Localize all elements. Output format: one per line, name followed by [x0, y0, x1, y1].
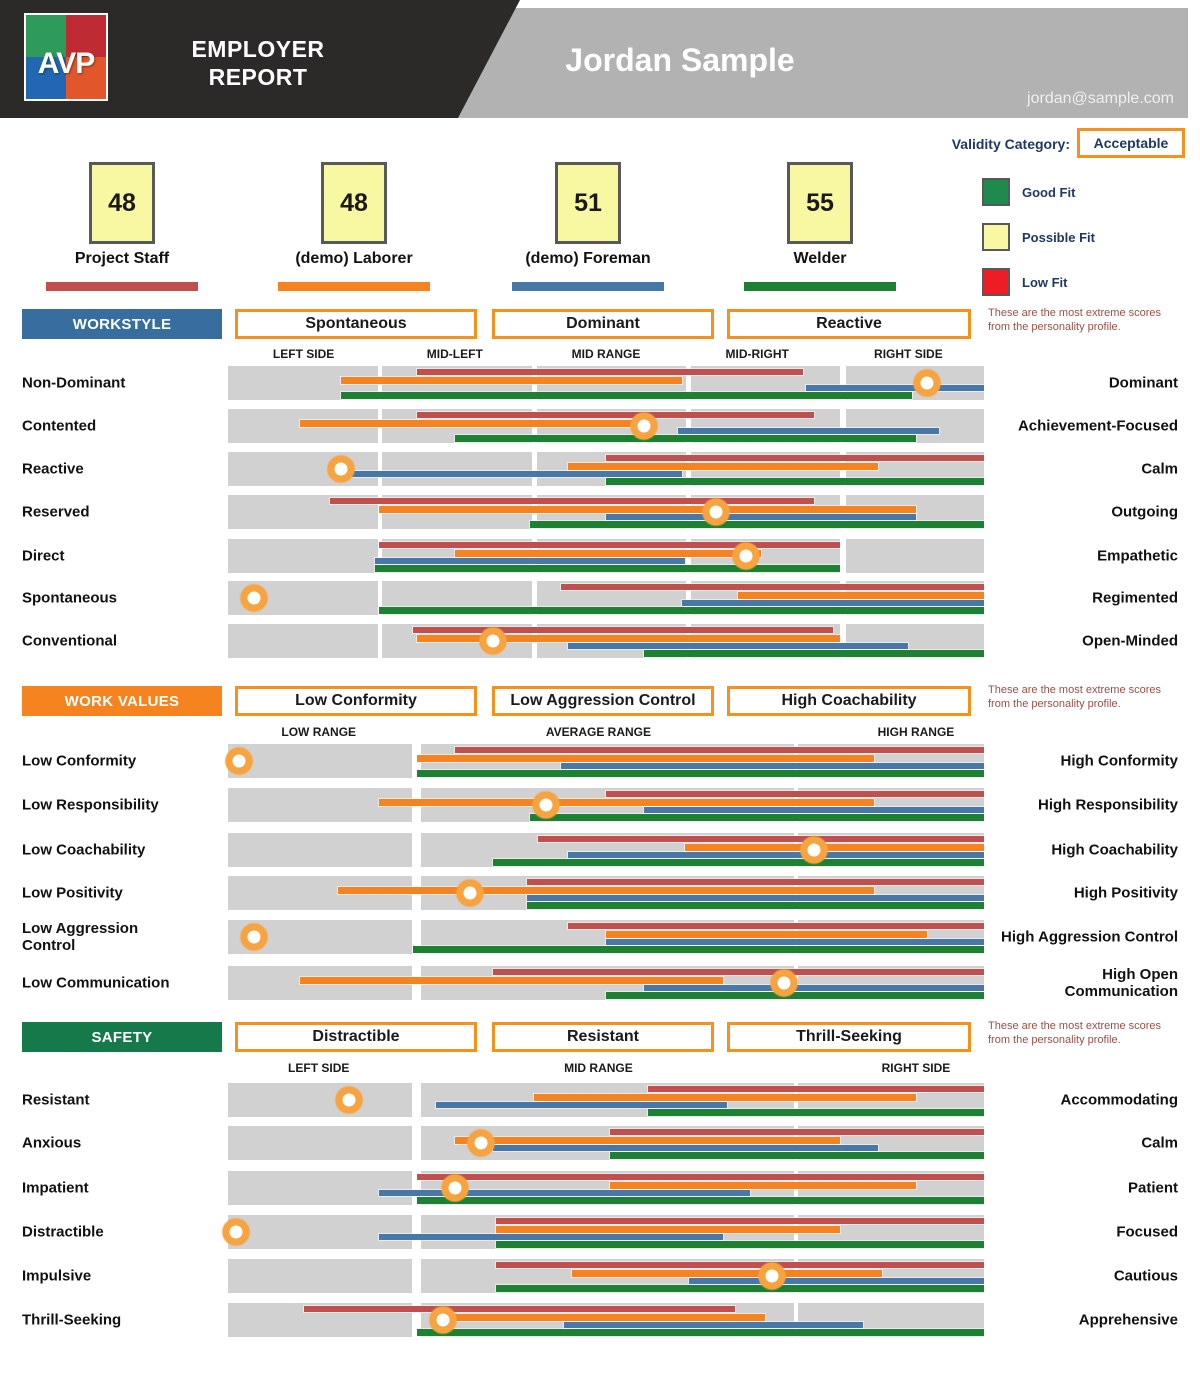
job-range-bar-green: [644, 650, 984, 657]
extreme-score-box: Resistant: [492, 1022, 714, 1052]
candidate-score-marker: [770, 970, 797, 997]
trait-row: [0, 920, 1200, 954]
validity-category-label: Validity Category:: [951, 136, 1070, 152]
job-range-bar-green: [606, 992, 984, 999]
range-column-header: HIGH RANGE: [877, 725, 955, 739]
job-range-bar-red: [527, 879, 984, 885]
job-range-bar-orange: [455, 550, 761, 557]
score-track: [228, 581, 984, 615]
job-range-bar-blue: [689, 1278, 984, 1284]
legend-item-possible-fit: [982, 223, 1095, 251]
job-range-bar-orange: [379, 799, 874, 806]
job-range-bar-red: [568, 923, 984, 929]
score-track: [228, 1259, 984, 1293]
job-range-bar-red: [610, 1129, 984, 1135]
job-range-bar-blue: [678, 428, 939, 434]
job-range-bar-red: [496, 1218, 984, 1224]
extreme-score-box: Thrill-Seeking: [727, 1022, 971, 1052]
job-range-bar-blue: [379, 1234, 723, 1240]
candidate-score-marker: [532, 792, 559, 819]
job-range-bar-blue: [568, 643, 908, 649]
job-range-bar-green: [530, 521, 984, 528]
job-range-bar-red: [606, 791, 984, 797]
job-range-bar-red: [455, 747, 984, 753]
trait-label-right: Regimented: [1092, 589, 1178, 607]
candidate-email: jordan@sample.com: [1027, 90, 1174, 107]
trait-label-right: High Positivity: [1073, 884, 1178, 902]
job-range-bar-orange: [606, 931, 927, 938]
trait-row: [0, 452, 1200, 486]
job-color-underline: [46, 282, 198, 291]
trait-label-right: Achievement-Focused: [1017, 417, 1178, 435]
range-column-header: AVERAGE RANGE: [545, 725, 651, 739]
trait-label-left: Resistant: [22, 1091, 90, 1109]
track-segment: [228, 1171, 412, 1205]
trait-label-right: Accommodating: [1060, 1091, 1178, 1109]
extreme-score-box: Low Aggression Control: [492, 686, 714, 716]
job-color-underline: [278, 282, 430, 291]
section-title-workstyle: WORKSTYLE: [22, 309, 222, 339]
job-range-bar-orange: [455, 1137, 841, 1144]
job-score-box: 55: [787, 162, 853, 244]
range-column-header: RIGHT SIDE: [881, 1061, 951, 1075]
track-segment: [228, 1215, 412, 1249]
job-range-bar-orange: [568, 463, 878, 470]
trait-label-left: Direct: [22, 547, 65, 565]
job-range-bar-green: [530, 814, 984, 821]
job-range-bar-green: [417, 770, 984, 777]
job-range-bar-green: [496, 1241, 984, 1248]
trait-label-left: Low Coachability: [22, 841, 146, 859]
extreme-score-box: Reactive: [727, 309, 971, 339]
score-track: [228, 495, 984, 529]
job-range-bar-orange: [300, 420, 644, 427]
possible-fit-swatch: [982, 223, 1010, 251]
trait-label-left: Contented: [22, 417, 97, 435]
job-range-bar-blue: [568, 852, 984, 858]
legend-label: Possible Fit: [1022, 229, 1095, 245]
trait-label-left: Low Conformity: [22, 752, 137, 770]
trait-label-right: Dominant: [1108, 374, 1178, 392]
legend-item-good-fit: [982, 178, 1095, 206]
range-column-header: MID RANGE: [564, 1061, 633, 1075]
trait-label-left: Low Positivity: [22, 884, 123, 902]
trait-label-left: Impatient: [22, 1179, 89, 1197]
job-range-bar-orange: [534, 1094, 916, 1101]
trait-row: [0, 366, 1200, 400]
job-range-bar-orange: [341, 377, 681, 384]
job-range-bar-blue: [564, 1322, 863, 1328]
range-column-header: MID-RIGHT: [725, 347, 789, 361]
trait-label-right: High Conformity: [1060, 752, 1178, 770]
job-range-bar-blue: [375, 558, 685, 564]
job-range-bar-blue: [379, 1190, 749, 1196]
job-range-bar-orange: [338, 887, 875, 894]
trait-label-right: High Responsibility: [1037, 796, 1178, 814]
candidate-score-marker: [479, 628, 506, 655]
trait-row: [0, 1083, 1200, 1117]
job-range-bar-green: [496, 1285, 984, 1292]
trait-label-left: Anxious: [22, 1134, 82, 1152]
trait-label-right: Focused: [1116, 1223, 1178, 1241]
low-fit-swatch: [982, 268, 1010, 296]
trait-label-right: Apprehensive: [1078, 1311, 1178, 1329]
legend-label: Good Fit: [1022, 184, 1076, 200]
job-range-bar-orange: [300, 977, 723, 984]
job-range-bar-blue: [527, 895, 984, 901]
trait-row: [0, 1215, 1200, 1249]
track-segment: [228, 624, 378, 658]
fit-legend: [982, 178, 1095, 313]
track-segment: [228, 452, 378, 486]
job-range-bar-green: [341, 392, 912, 399]
trait-label-left: Distractible: [22, 1223, 104, 1241]
job-range-bar-orange: [685, 844, 984, 851]
job-range-bar-blue: [644, 985, 984, 991]
job-range-bar-green: [648, 1109, 984, 1116]
trait-label-left: Thrill-Seeking: [22, 1311, 122, 1329]
trait-row: [0, 744, 1200, 778]
job-range-bar-orange: [610, 1182, 916, 1189]
job-name: (demo) Laborer: [295, 250, 413, 267]
candidate-score-marker: [702, 499, 729, 526]
trait-row: [0, 1126, 1200, 1160]
job-range-bar-green: [375, 565, 840, 572]
candidate-score-marker: [226, 748, 253, 775]
trait-label-right: Calm: [1141, 1134, 1178, 1152]
trait-row: [0, 539, 1200, 573]
track-segment: [228, 744, 412, 778]
score-track: [228, 539, 984, 573]
score-track: [228, 1083, 984, 1117]
trait-row: [0, 1259, 1200, 1293]
track-segment: [228, 833, 412, 867]
trait-row: [0, 833, 1200, 867]
section-note: These are the most extreme scores from the personality profile.: [988, 684, 1162, 711]
trait-label-right: High Coachability: [1051, 841, 1178, 859]
job-range-bar-red: [330, 498, 814, 504]
logo-text: AVP: [37, 46, 95, 80]
job-range-bar-green: [527, 902, 984, 909]
candidate-score-marker: [759, 1263, 786, 1290]
job-range-bar-red: [413, 627, 833, 633]
job-range-bar-blue: [606, 939, 984, 945]
section-note: These are the most extreme scores from the personality profile.: [988, 307, 1162, 334]
job-range-bar-blue: [682, 600, 984, 606]
extreme-score-box: Spontaneous: [235, 309, 477, 339]
good-fit-swatch: [982, 178, 1010, 206]
score-track: [228, 1215, 984, 1249]
trait-row: [0, 1171, 1200, 1205]
trait-row: [0, 1303, 1200, 1337]
score-track: [228, 1171, 984, 1205]
job-range-bar-green: [379, 607, 984, 614]
job-range-bar-blue: [493, 1145, 879, 1151]
job-range-bar-green: [606, 478, 984, 485]
job-range-bar-blue: [345, 471, 681, 477]
job-range-bar-green: [417, 1329, 984, 1336]
candidate-score-marker: [335, 1087, 362, 1114]
job-range-bar-orange: [417, 755, 874, 762]
range-column-header: MID-LEFT: [426, 347, 483, 361]
trait-label-right: Outgoing: [1111, 503, 1178, 521]
job-range-bar-green: [610, 1152, 984, 1159]
score-track: [228, 452, 984, 486]
trait-label-left: Impulsive: [22, 1267, 92, 1285]
job-range-bar-orange: [443, 1314, 764, 1321]
trait-label-left: Non-Dominant: [22, 374, 126, 392]
job-range-bar-red: [493, 969, 984, 975]
range-column-header: LEFT SIDE: [288, 1061, 350, 1075]
trait-row: [0, 966, 1200, 1000]
job-range-bar-red: [648, 1086, 984, 1092]
job-range-bar-red: [417, 1174, 984, 1180]
score-track: [228, 966, 984, 1000]
job-score-box: 48: [89, 162, 155, 244]
job-name: Project Staff: [74, 250, 170, 267]
trait-label-right: Patient: [1127, 1179, 1178, 1197]
report-title: EMPLOYER REPORT: [191, 36, 325, 90]
candidate-score-marker: [732, 543, 759, 570]
score-track: [228, 1126, 984, 1160]
job-range-bar-red: [417, 412, 814, 418]
score-track: [228, 833, 984, 867]
candidate-score-marker: [441, 1175, 468, 1202]
candidate-score-marker: [222, 1219, 249, 1246]
job-range-bar-red: [561, 584, 984, 590]
extreme-score-box: High Coachability: [727, 686, 971, 716]
trait-row: [0, 624, 1200, 658]
job-range-bar-blue: [606, 514, 916, 520]
trait-row: [0, 409, 1200, 443]
candidate-name: Jordan Sample: [565, 42, 795, 78]
job-score-box: 51: [555, 162, 621, 244]
job-range-bar-red: [496, 1262, 984, 1268]
trait-label-left: Conventional: [22, 632, 118, 650]
score-track: [228, 876, 984, 910]
job-range-bar-red: [417, 369, 803, 375]
candidate-score-marker: [456, 880, 483, 907]
trait-row: [0, 581, 1200, 615]
section-title-safety: SAFETY: [22, 1022, 222, 1052]
candidate-score-marker: [430, 1307, 457, 1334]
score-track: [228, 409, 984, 443]
trait-label-left: Reserved: [22, 503, 90, 521]
candidate-score-marker: [468, 1130, 495, 1157]
trait-label-right: High Aggression Control: [1001, 928, 1178, 946]
score-track: [228, 366, 984, 400]
track-segment: [228, 1083, 412, 1117]
candidate-score-marker: [630, 413, 657, 440]
job-range-bar-red: [304, 1306, 735, 1312]
score-track: [228, 744, 984, 778]
trait-label-left: Low Communication: [22, 974, 170, 992]
score-track: [228, 1303, 984, 1337]
job-name: (demo) Foreman: [525, 250, 651, 267]
range-column-header: MID RANGE: [571, 347, 641, 361]
range-column-header: LEFT SIDE: [272, 347, 335, 361]
candidate-score-marker: [241, 585, 268, 612]
trait-label-left: Spontaneous: [22, 589, 118, 607]
track-segment: [382, 452, 532, 486]
job-range-bar-green: [417, 1197, 984, 1204]
job-range-bar-red: [606, 455, 984, 461]
job-range-bar-green: [413, 946, 984, 953]
job-range-bar-green: [493, 859, 984, 866]
trait-row: [0, 788, 1200, 822]
candidate-score-marker: [241, 924, 268, 951]
job-range-bar-orange: [379, 506, 916, 513]
validity-category-value: Acceptable: [1077, 128, 1185, 158]
legend-label: Low Fit: [1022, 274, 1068, 290]
score-track: [228, 920, 984, 954]
candidate-score-marker: [800, 837, 827, 864]
trait-label-right: High Open Communication: [1064, 965, 1178, 1000]
legend-item-low-fit: [982, 268, 1095, 296]
trait-label-right: Calm: [1141, 460, 1178, 478]
extreme-score-box: Low Conformity: [235, 686, 477, 716]
job-range-bar-green: [455, 435, 916, 442]
track-segment: [228, 539, 378, 573]
job-name: Welder: [793, 250, 847, 267]
job-color-underline: [744, 282, 896, 291]
extreme-score-box: Dominant: [492, 309, 714, 339]
candidate-score-marker: [328, 456, 355, 483]
job-range-bar-orange: [572, 1270, 882, 1277]
avp-logo: [24, 13, 108, 101]
job-range-bar-red: [379, 542, 840, 548]
trait-label-right: Empathetic: [1097, 547, 1178, 565]
trait-label-right: Open-Minded: [1082, 632, 1178, 650]
section-note: These are the most extreme scores from the personality profile.: [988, 1020, 1162, 1047]
trait-label-left: Low Responsibility: [22, 796, 159, 814]
track-segment: [228, 1126, 412, 1160]
range-column-header: LOW RANGE: [281, 725, 357, 739]
track-segment: [228, 1259, 412, 1293]
job-range-bar-blue: [806, 385, 984, 391]
job-range-bar-orange: [496, 1226, 840, 1233]
score-track: [228, 788, 984, 822]
trait-row: [0, 876, 1200, 910]
trait-label-left: Low Aggression Control: [22, 919, 139, 954]
job-range-bar-blue: [644, 807, 984, 813]
extreme-score-box: Distractible: [235, 1022, 477, 1052]
job-range-bar-blue: [561, 763, 984, 769]
track-segment: [846, 539, 984, 573]
section-title-work-values: WORK VALUES: [22, 686, 222, 716]
candidate-score-marker: [914, 370, 941, 397]
job-range-bar-blue: [436, 1102, 727, 1108]
trait-row: [0, 495, 1200, 529]
job-score-box: 48: [321, 162, 387, 244]
range-column-header: RIGHT SIDE: [874, 347, 943, 361]
job-color-underline: [512, 282, 664, 291]
job-range-bar-orange: [738, 592, 984, 599]
trait-label-right: Cautious: [1113, 1267, 1178, 1285]
trait-label-left: Reactive: [22, 460, 84, 478]
job-range-bar-red: [538, 836, 984, 842]
score-track: [228, 624, 984, 658]
